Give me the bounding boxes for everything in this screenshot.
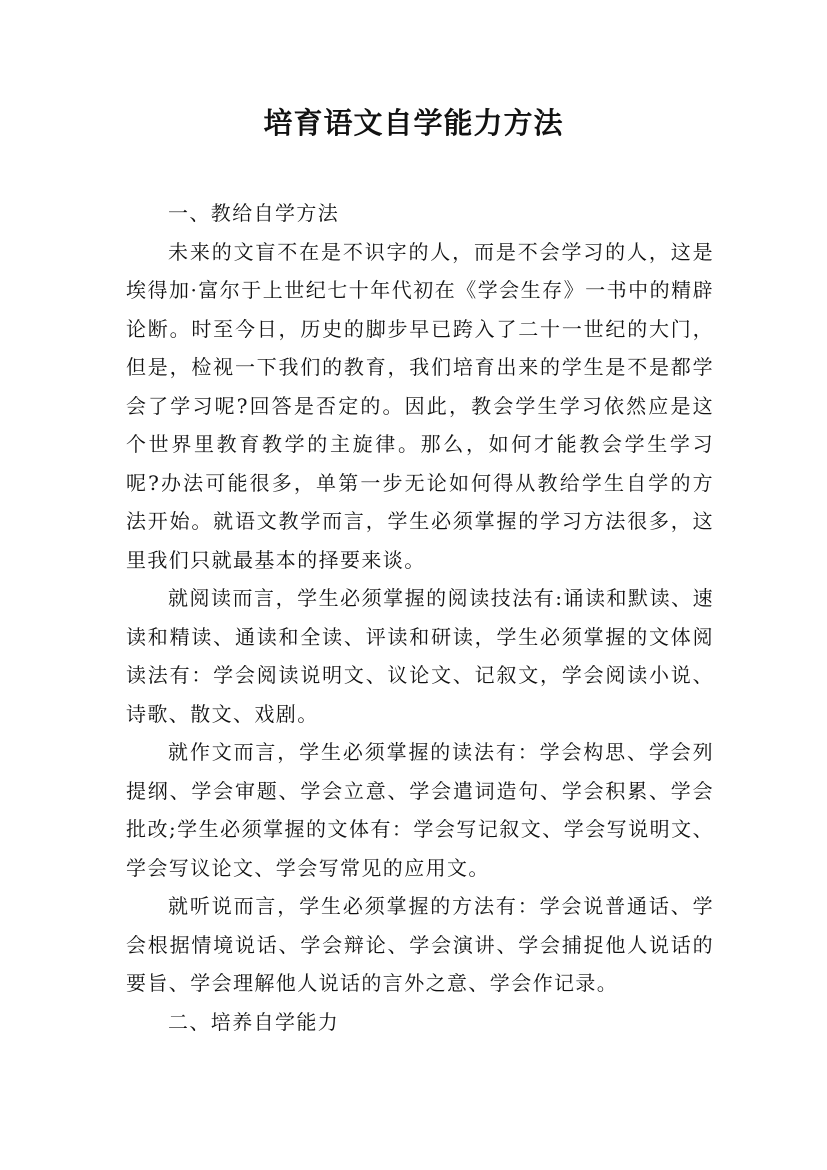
document-title: 培育语文自学能力方法: [263, 106, 564, 140]
section-heading-2: 二、培养自学能力: [168, 1009, 340, 1034]
paragraph-listening-speaking: 就听说而言，学生必须掌握的方法有：学会说普通话、学会根据情境说话、学会辩论、学会演讲、学会捕捉他人说话的要旨、学会理解他人说话的言外之意、学会作记录。: [126, 894, 714, 995]
paragraph-reading: 就阅读而言，学生必须掌握的阅读技法有:诵读和默读、速读和精读、通读和全读、评读和研读，学生必须掌握的文体阅读法有：学会阅读说明文、议论文、记叙文，学会阅读小说、诗歌、散文、戏剧。: [126, 586, 714, 726]
paragraph-writing: 就作文而言，学生必须掌握的读法有：学会构思、学会列提纲、学会审题、学会立意、学会遣词造句、学会积累、学会批改;学生必须掌握的文体有：学会写记叙文、学会写说明文、学会写议论文、学会写常见的应用文。: [126, 740, 714, 880]
document-body: [126, 194, 714, 1041]
section-heading-1: 一、教给自学方法: [168, 201, 340, 225]
paragraph-intro: 未来的文盲不在是不识字的人，而是不会学习的人，这是埃得加·富尔于上世纪七十年代初在《学会生存》一书中的精辟论断。时至今日，历史的脚步早已跨入了二十一世纪的大门，但是，检视一下我们的教育，我们培育出来的学生是不是都学会了学习呢?回答是否定的。因此，教会学生学习依然应是这个世界里教育教学的主旋律。那么，如何才能教会学生学习呢?办法可能很多，单第一步无论如何得从教给学生自学的方法开始。就语文教学而言，学生必须掌握的学习方法很多，这里我们只就最基本的择要来谈。: [126, 239, 714, 572]
